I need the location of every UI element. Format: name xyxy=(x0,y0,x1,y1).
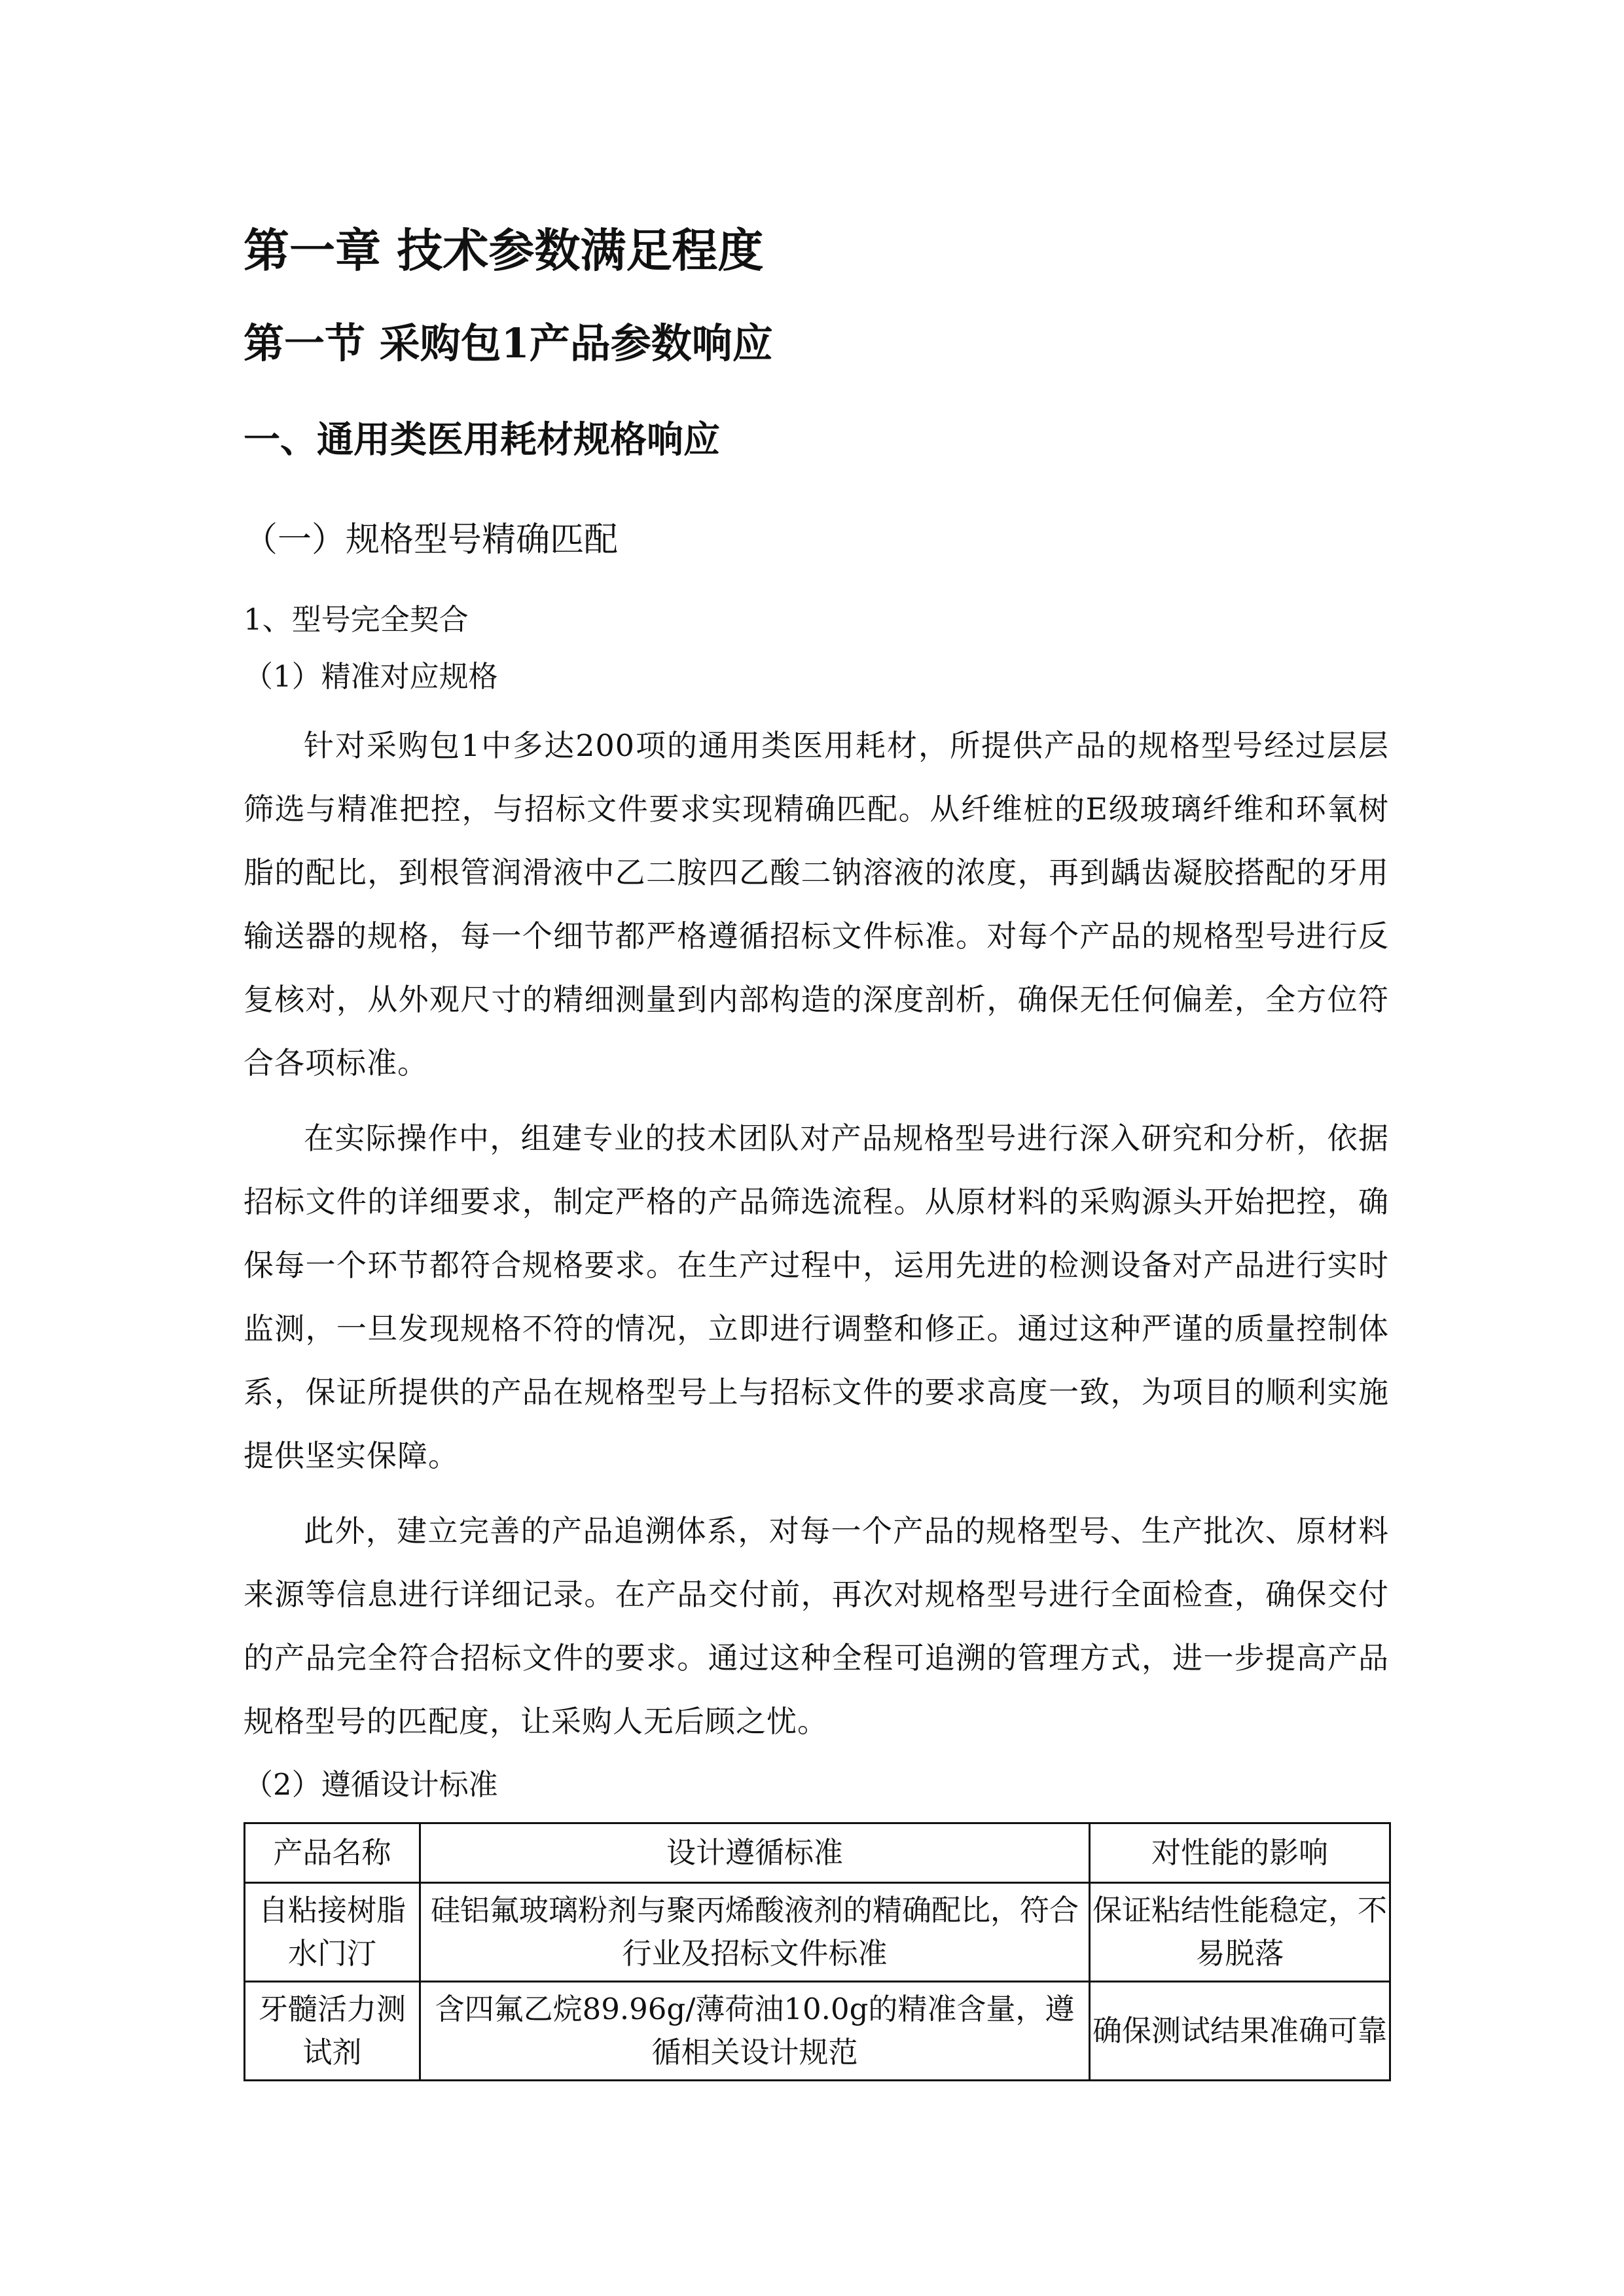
table-cell: 硅铝氟玻璃粉剂与聚丙烯酸液剂的精确配比，符合行业及招标文件标准 xyxy=(420,1883,1090,1982)
subsection-title: 一、通用类医用耗材规格响应 xyxy=(244,418,720,461)
table-row xyxy=(245,1982,1390,2081)
header-cell: 设计遵循标准 xyxy=(420,1823,1090,1883)
point-title: （1）精准对应规格 xyxy=(244,659,498,694)
table-cell: 保证粘结性能稳定，不易脱落 xyxy=(1090,1883,1390,1982)
design-standards-table xyxy=(244,1822,1391,2081)
table-cell: 确保测试结果准确可靠 xyxy=(1090,1982,1390,2081)
sub-subsection-title: （一）规格型号精确匹配 xyxy=(244,520,619,560)
table-cell: 含四氟乙烷89.96g/薄荷油10.0g的精准含量，遵循相关设计规范 xyxy=(420,1982,1090,2081)
item-title: 1、型号完全契合 xyxy=(244,602,469,637)
point-title: （2）遵循设计标准 xyxy=(244,1767,498,1802)
table-cell: 牙髓活力测试剂 xyxy=(245,1982,420,2081)
paragraph: 针对采购包1中多达200项的通用类医用耗材，所提供产品的规格型号经过层层筛选与精准把控，与招标文件要求实现精确匹配。从纤维桩的E级玻璃纤维和环氧树脂的配比，到根管润滑液中乙二胺四乙酸二钠溶液的浓度，再到龋齿凝胶搭配的牙用输送器的规格，每一个细节都严格遵循招标文件标准。对每个产品的规格型号进行反复核对，从外观尺寸的精细测量到内部构造的深度剖析，确保无任何偏差，全方位符合各项标准。 xyxy=(244,728,1389,1081)
chapter-title: 第一章 技术参数满足程度 xyxy=(244,223,764,278)
document-page xyxy=(244,0,1389,2160)
paragraph: 在实际操作中，组建专业的技术团队对产品规格型号进行深入研究和分析，依据招标文件的详细要求，制定严格的产品筛选流程。从原材料的采购源头开始把控，确保每一个环节都符合规格要求。在生产过程中，运用先进的检测设备对产品进行实时监测，一旦发现规格不符的情况，立即进行调整和修正。通过这种严谨的质量控制体系，保证所提供的产品在规格型号上与招标文件的要求高度一致，为项目的顺利实施提供坚实保障。 xyxy=(244,1121,1389,1473)
header-cell: 对性能的影响 xyxy=(1090,1823,1390,1883)
table-cell: 自粘接树脂水门汀 xyxy=(245,1883,420,1982)
section-title: 第一节 采购包1产品参数响应 xyxy=(244,319,773,367)
table-header-row xyxy=(245,1823,1390,1883)
paragraph: 此外，建立完善的产品追溯体系，对每一个产品的规格型号、生产批次、原材料来源等信息进行详细记录。在产品交付前，再次对规格型号进行全面检查，确保交付的产品完全符合招标文件的要求。通过这种全程可追溯的管理方式，进一步提高产品规格型号的匹配度，让采购人无后顾之忧。 xyxy=(244,1513,1389,1739)
table-row xyxy=(245,1883,1390,1982)
header-cell: 产品名称 xyxy=(245,1823,420,1883)
